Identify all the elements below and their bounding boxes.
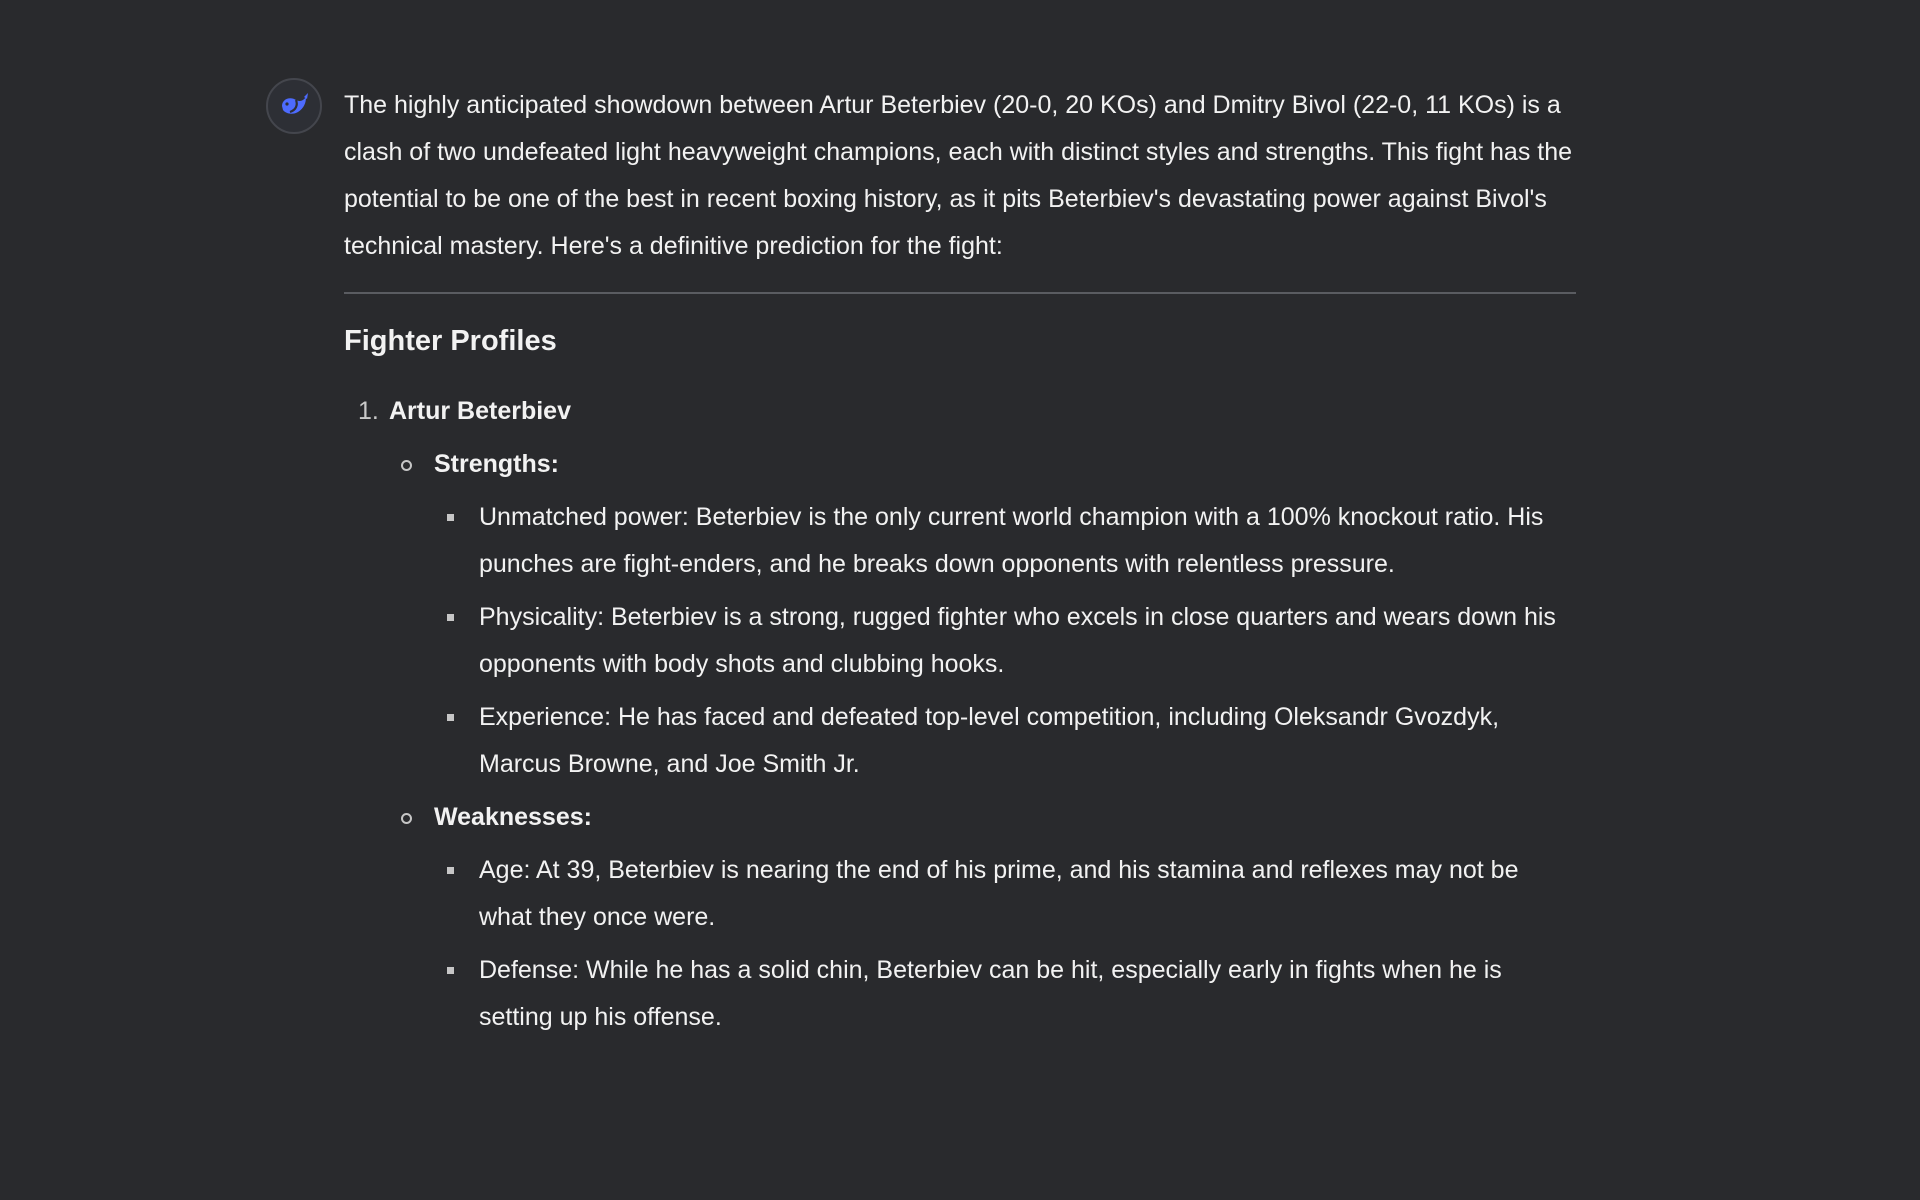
weakness-text: Age: At 39, Beterbiev is nearing the end of his prime, and his stamina and reflexes may not be what they once were. [479, 856, 1519, 931]
fighter-item [344, 388, 1576, 1041]
square-bullet-icon [447, 714, 454, 721]
message-body [344, 78, 1576, 1041]
strengths-list [434, 494, 1576, 788]
strengths-label: Strengths: [434, 450, 559, 478]
weaknesses-list [434, 847, 1576, 1041]
square-bullet-icon [447, 614, 454, 621]
whale-logo-icon [276, 88, 312, 124]
strength-text: Experience: He has faced and defeated top-level competition, including Oleksandr Gvozdyk, Marcus Browne, and Joe Smith Jr. [479, 703, 1500, 778]
square-bullet-icon [447, 967, 454, 974]
strengths-item [389, 441, 1576, 788]
square-bullet-icon [447, 514, 454, 521]
hollow-circle-bullet-icon [401, 813, 412, 824]
list-item [434, 494, 1576, 588]
intro-paragraph: The highly anticipated showdown between Artur Beterbiev (20-0, 20 KOs) and Dmitry Bivol (22-0, 11 KOs) is a clash of two undefeated light heavyweight champions, each with distinct styles and strengths. This fight has the potential to be one of the best in recent boxing history, as it pits Beterbiev's devastating power against Bivol's technical mastery. Here's a definitive prediction for the fight: [344, 91, 1573, 260]
weakness-text: Defense: While he has a solid chin, Beterbiev can be hit, especially early in fights when he is setting up his offense. [479, 956, 1502, 1031]
square-bullet-icon [447, 867, 454, 874]
section-heading: Fighter Profiles [344, 325, 557, 357]
fighter-attributes [389, 441, 1576, 1041]
weaknesses-item [389, 794, 1576, 1041]
list-item [434, 947, 1576, 1041]
avatar [266, 78, 322, 134]
list-item [434, 847, 1576, 941]
fighter-name: Artur Beterbiev [389, 397, 571, 425]
strength-text: Unmatched power: Beterbiev is the only current world champion with a 100% knockout ratio. His punches are fight-enders, and he breaks down opponents with relentless pressure. [479, 503, 1544, 578]
divider [344, 292, 1576, 294]
list-number: 1. [358, 397, 379, 425]
list-item [434, 594, 1576, 688]
fighter-list [344, 388, 1576, 1041]
strength-text: Physicality: Beterbiev is a strong, rugged fighter who excels in close quarters and wears down his opponents with body shots and clubbing hooks. [479, 603, 1556, 678]
list-item [434, 694, 1576, 788]
weaknesses-label: Weaknesses: [434, 803, 592, 831]
hollow-circle-bullet-icon [401, 460, 412, 471]
